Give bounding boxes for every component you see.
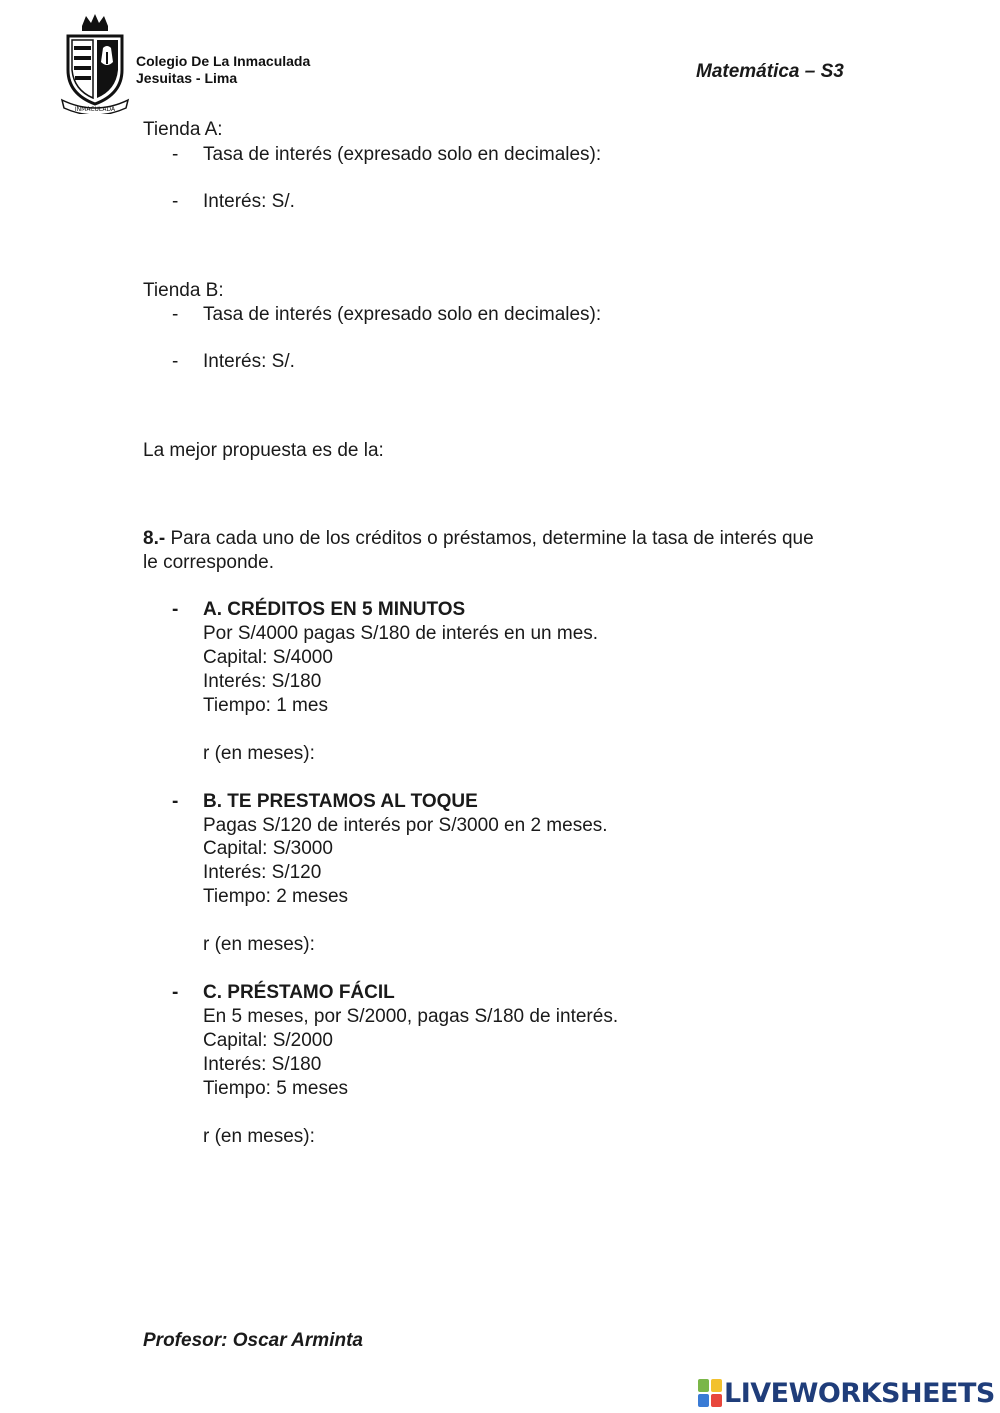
option-a-tiempo: Tiempo: 1 mes [203, 695, 328, 716]
tienda-b-title: Tienda B: [143, 280, 224, 301]
tienda-b-tasa-label: Tasa de interés (expresado solo en decimales): [203, 304, 602, 325]
question-8-line1: Para cada uno de los créditos o préstamos, determine la tasa de interés que [165, 528, 814, 549]
option-c-capital: Capital: S/2000 [203, 1030, 333, 1051]
tienda-a-title: Tienda A: [143, 119, 223, 140]
teacher-name: Profesor: Oscar Arminta [143, 1330, 363, 1351]
option-b-description: Pagas S/120 de interés por S/3000 en 2 meses. [203, 815, 608, 836]
school-crest-logo [60, 12, 130, 114]
bullet-dash: - [172, 144, 179, 165]
option-b-r-label: r (en meses): [203, 934, 315, 955]
option-a-capital: Capital: S/4000 [203, 647, 333, 668]
option-a-description: Por S/4000 pagas S/180 de interés en un mes. [203, 623, 599, 644]
svg-text:INMACULADA: INMACULADA [74, 106, 116, 113]
liveworksheets-logo-icon [698, 1379, 722, 1407]
option-a-r-label: r (en meses): [203, 743, 315, 764]
question-8-statement [143, 527, 814, 551]
bullet-dash: - [172, 191, 179, 212]
school-name-line1: Colegio De La Inmaculada [136, 53, 311, 69]
option-c-description: En 5 meses, por S/2000, pagas S/180 de interés. [203, 1006, 619, 1027]
subject-title: Matemática – S3 [696, 61, 844, 82]
bullet-dash: - [172, 791, 179, 812]
option-b-interes: Interés: S/120 [203, 862, 322, 883]
tienda-a-tasa-label: Tasa de interés (expresado solo en decimales): [203, 144, 602, 165]
option-c-r-label: r (en meses): [203, 1126, 315, 1147]
option-a-title: A. CRÉDITOS EN 5 MINUTOS [203, 599, 466, 620]
question-8-line2: le corresponde. [143, 552, 274, 573]
option-c-tiempo: Tiempo: 5 meses [203, 1078, 349, 1099]
tienda-b-interes-label: Interés: S/. [203, 351, 295, 372]
option-c-interes: Interés: S/180 [203, 1054, 322, 1075]
question-number: 8.- [143, 528, 166, 549]
option-b-title: B. TE PRESTAMOS AL TOQUE [203, 791, 478, 812]
bullet-dash: - [172, 304, 179, 325]
option-b-capital: Capital: S/3000 [203, 838, 333, 859]
liveworksheets-wordmark: LIVEWORKSHEETS [724, 1377, 995, 1409]
liveworksheets-watermark [698, 1377, 995, 1409]
school-name [136, 53, 310, 87]
bullet-dash: - [172, 351, 179, 372]
option-c-title: C. PRÉSTAMO FÁCIL [203, 982, 395, 1003]
bullet-dash: - [172, 982, 179, 1003]
mejor-propuesta-label: La mejor propuesta es de la: [143, 440, 384, 461]
school-name-line2: Jesuitas - Lima [136, 70, 238, 86]
tienda-a-interes-label: Interés: S/. [203, 191, 295, 212]
option-a-interes: Interés: S/180 [203, 671, 322, 692]
option-b-tiempo: Tiempo: 2 meses [203, 886, 349, 907]
bullet-dash: - [172, 599, 179, 620]
